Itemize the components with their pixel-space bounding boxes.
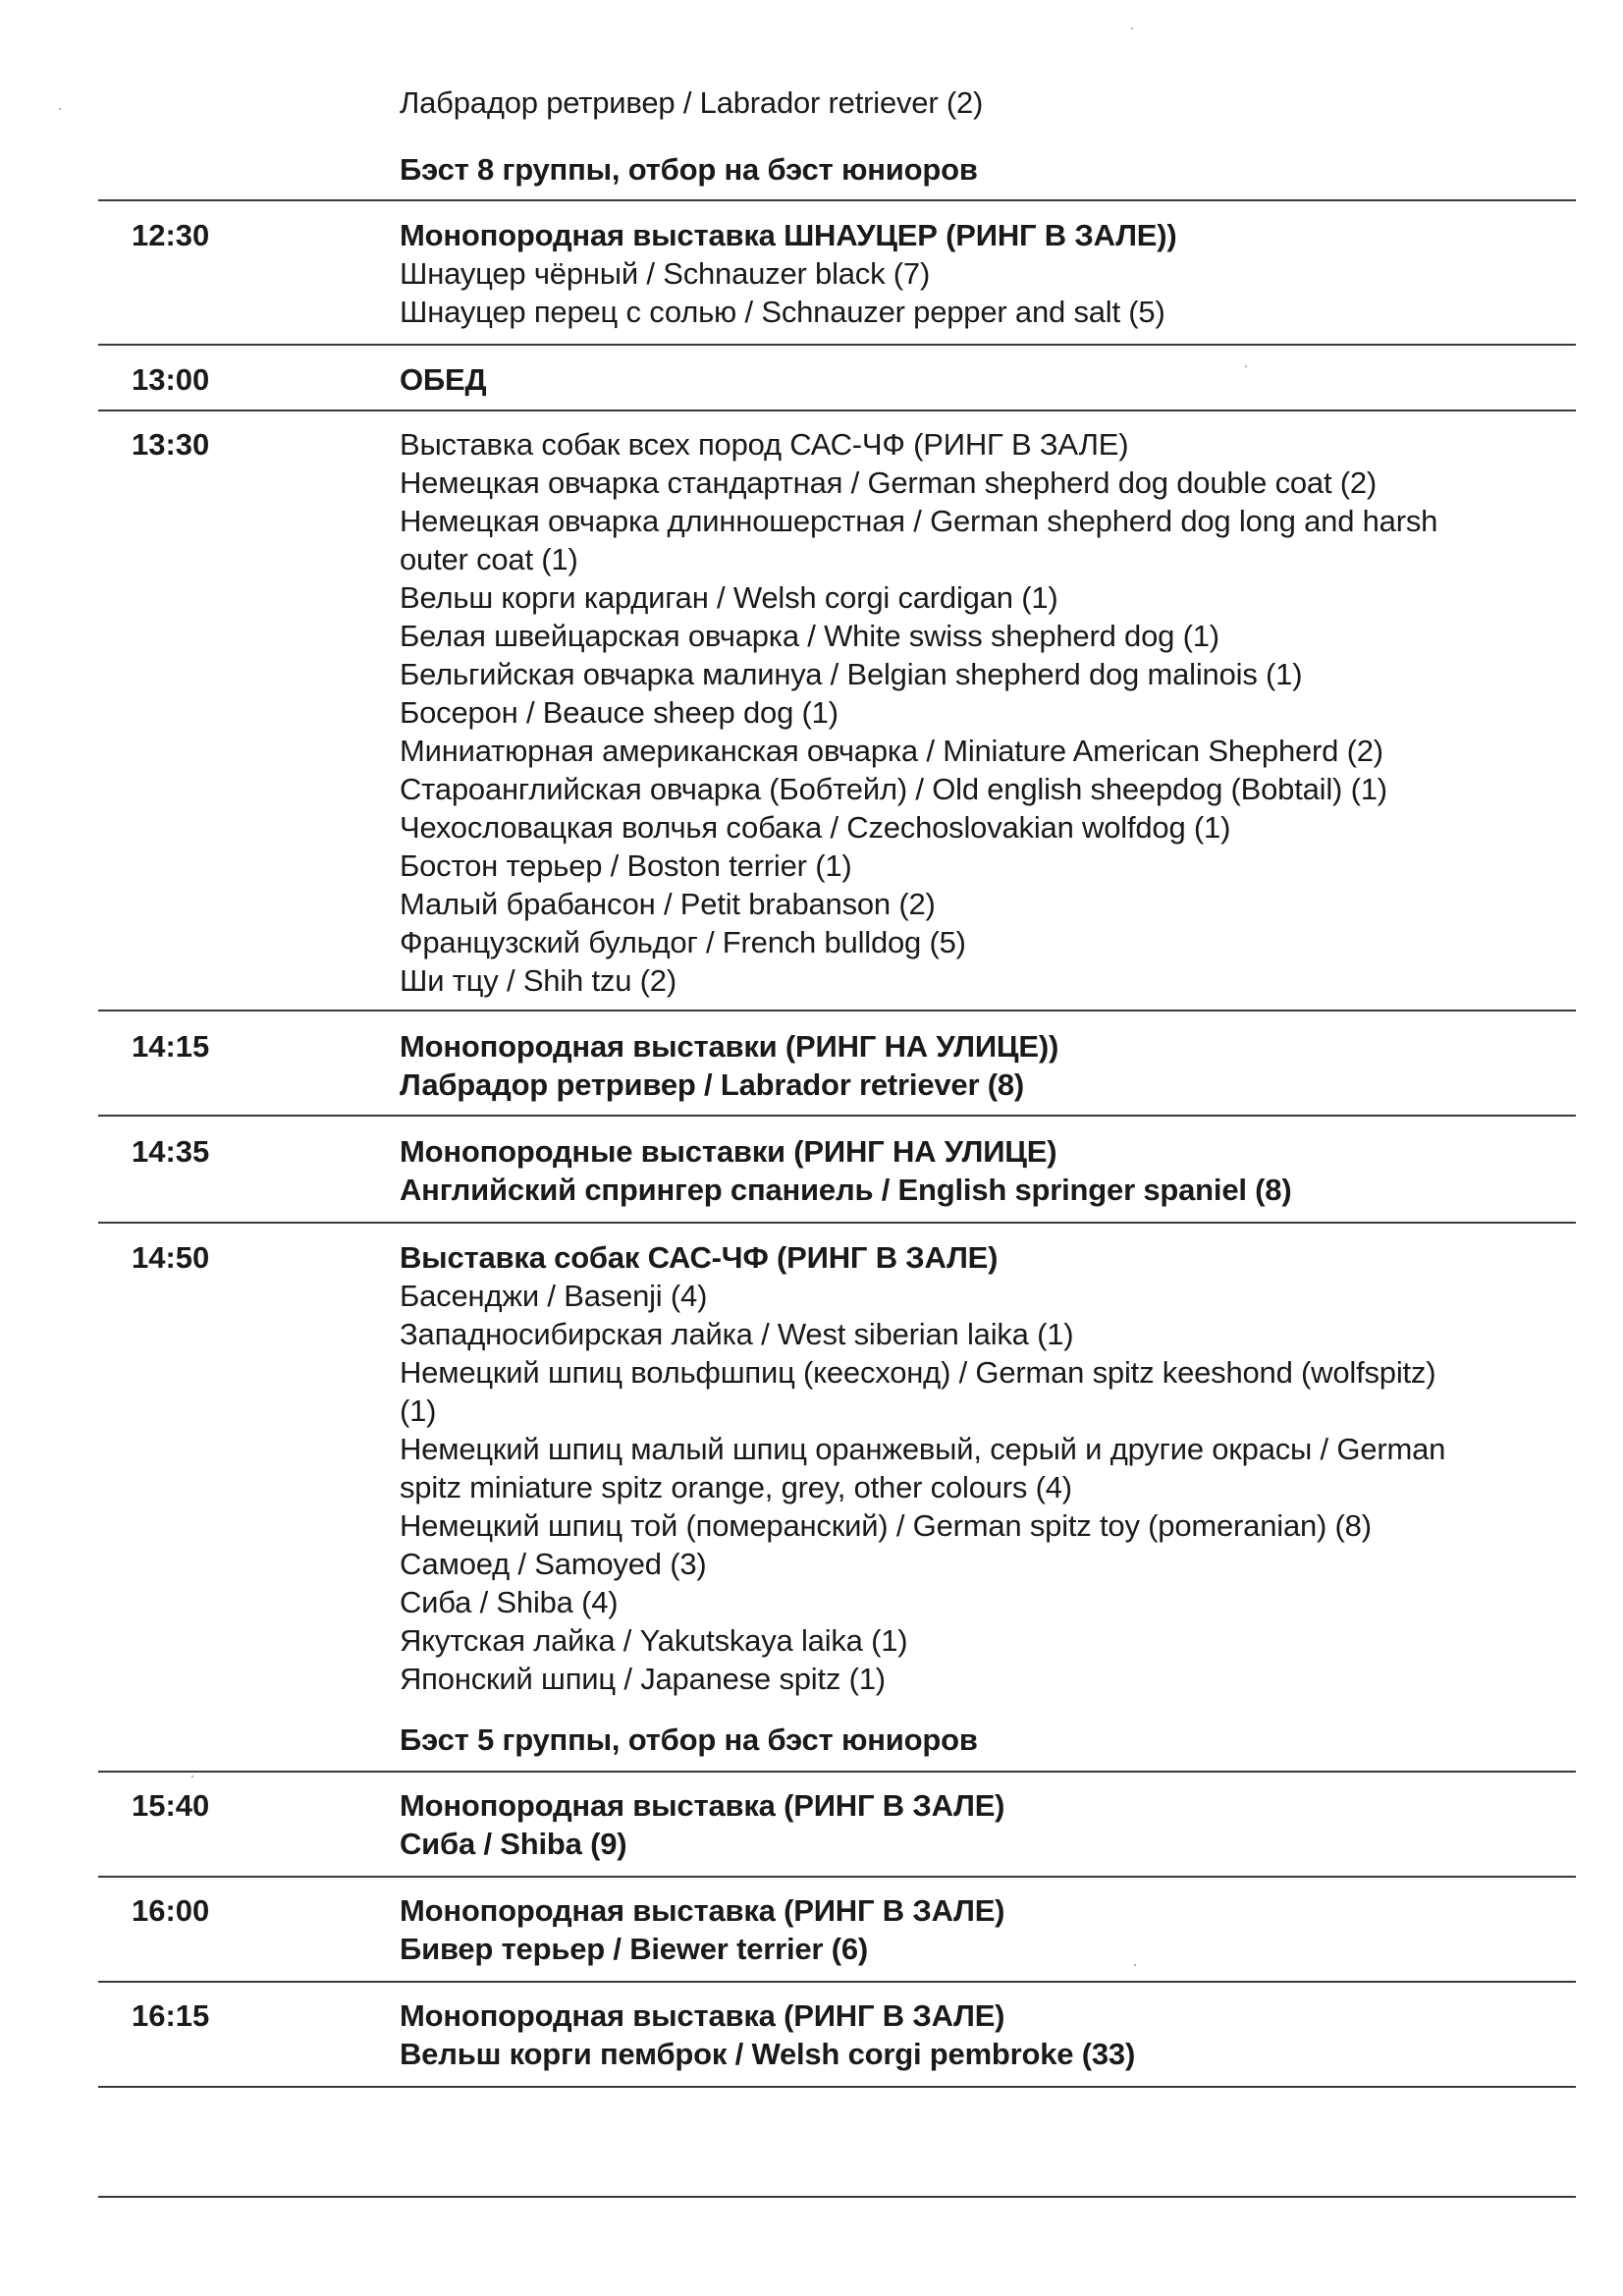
breed-item: Ши тцу / Shih tzu (2): [400, 963, 676, 998]
breed-item: (1): [400, 1394, 437, 1428]
scan-speck: [1131, 27, 1133, 29]
block-time: 14:50: [132, 1240, 210, 1275]
breed-item: Чехословацкая волчья собака / Czechoslovakian wolfdog (1): [400, 810, 1231, 845]
breed-item: Самоед / Samoyed (3): [400, 1547, 707, 1581]
breed-item: Немецкая овчарка длинношерстная / German shepherd dog long and harsh: [400, 504, 1438, 538]
breed-item: Лабрадор ретривер / Labrador retriever (8): [400, 1067, 1025, 1102]
breed-item: Бостон терьер / Boston terrier (1): [400, 848, 852, 883]
best-group-note: Бэст 8 группы, отбор на бэст юниоров: [400, 152, 978, 187]
breed-item: Вельш корги кардиган / Welsh corgi cardigan (1): [400, 580, 1058, 615]
breed-item: Басенджи / Basenji (4): [400, 1279, 708, 1313]
divider: [98, 199, 1576, 201]
breed-item: spitz miniature spitz orange, grey, other colours (4): [400, 1470, 1072, 1504]
block-time: 16:00: [132, 1893, 210, 1928]
breed-item: Малый брабансон / Petit brabanson (2): [400, 887, 936, 921]
block-title: Монопородная выставки (РИНГ НА УЛИЦЕ)): [400, 1029, 1059, 1064]
scan-speck: [191, 1776, 193, 1777]
carry-over-item: Лабрадор ретривер / Labrador retriever (2): [400, 85, 984, 120]
breed-item: Немецкая овчарка стандартная / German shepherd dog double coat (2): [400, 465, 1378, 500]
block-title: Монопородная выставка (РИНГ В ЗАЛЕ): [400, 1998, 1005, 2033]
breed-item: outer coat (1): [400, 542, 578, 576]
breed-item: Японский шпиц / Japanese spitz (1): [400, 1662, 886, 1696]
divider: [98, 1010, 1576, 1011]
breed-item: Миниатюрная американская овчарка / Miniature American Shepherd (2): [400, 734, 1383, 768]
block-title: Выставка собак всех пород САС-ЧФ (РИНГ В ЗАЛЕ): [400, 427, 1129, 462]
divider: [98, 2196, 1576, 2198]
breed-item: Босерон / Beauce sheep dog (1): [400, 695, 839, 730]
breed-item: Бельгийская овчарка малинуа / Belgian shepherd dog malinois (1): [400, 657, 1303, 691]
scan-speck: [1245, 365, 1247, 367]
breed-item: Шнауцер перец с солью / Schnauzer pepper and salt (5): [400, 295, 1165, 329]
breed-item: Вельш корги пемброк / Welsh corgi pembroke (33): [400, 2037, 1136, 2071]
scan-speck: [1134, 1964, 1136, 1966]
block-title: Монопородная выставка (РИНГ В ЗАЛЕ): [400, 1893, 1005, 1928]
breed-item: Сиба / Shiba (4): [400, 1585, 619, 1619]
breed-item: Сиба / Shiba (9): [400, 1827, 627, 1861]
block-time: 13:00: [132, 362, 210, 397]
divider: [98, 1876, 1576, 1878]
breed-item: Французский бульдог / French bulldog (5): [400, 925, 966, 959]
breed-item: Якутская лайка / Yakutskaya laika (1): [400, 1623, 908, 1658]
breed-item: Шнауцер чёрный / Schnauzer black (7): [400, 256, 931, 291]
block-time: 16:15: [132, 1998, 210, 2033]
divider: [98, 410, 1576, 411]
breed-item: Белая швейцарская овчарка / White swiss shepherd dog (1): [400, 619, 1219, 653]
breed-item: Немецкий шпиц малый шпиц оранжевый, серый и другие окрасы / German: [400, 1432, 1446, 1466]
block-time: 15:40: [132, 1788, 210, 1823]
breed-item: Западносибирская лайка / West siberian laika (1): [400, 1317, 1074, 1351]
block-title: Монопородная выставка (РИНГ В ЗАЛЕ): [400, 1788, 1005, 1823]
breed-item: Английский спрингер спаниель / English springer spaniel (8): [400, 1173, 1292, 1207]
block-title: ОБЕД: [400, 362, 487, 397]
divider: [98, 1115, 1576, 1117]
divider: [98, 344, 1576, 346]
divider: [98, 2086, 1576, 2088]
best-group-note: Бэст 5 группы, отбор на бэст юниоров: [400, 1722, 978, 1757]
block-time: 13:30: [132, 427, 210, 462]
breed-item: Немецкий шпиц вольфшпиц (кеесхонд) / German spitz keeshond (wolfspitz): [400, 1355, 1436, 1390]
divider: [98, 1981, 1576, 1983]
breed-item: Немецкий шпиц той (померанский) / German spitz toy (pomeranian) (8): [400, 1508, 1372, 1543]
block-time: 14:15: [132, 1029, 210, 1064]
block-time: 14:35: [132, 1134, 210, 1169]
block-title: Монопородная выставка ШНАУЦЕР (РИНГ В ЗАЛЕ)): [400, 218, 1177, 252]
divider: [98, 1222, 1576, 1224]
divider: [98, 1771, 1576, 1773]
block-title: Выставка собак САС-ЧФ (РИНГ В ЗАЛЕ): [400, 1240, 999, 1275]
block-time: 12:30: [132, 218, 210, 252]
scan-speck: [59, 108, 61, 110]
breed-item: Староанглийская овчарка (Бобтейл) / Old english sheepdog (Bobtail) (1): [400, 772, 1387, 806]
breed-item: Бивер терьер / Biewer terrier (6): [400, 1932, 868, 1966]
block-title: Монопородные выставки (РИНГ НА УЛИЦЕ): [400, 1134, 1057, 1169]
